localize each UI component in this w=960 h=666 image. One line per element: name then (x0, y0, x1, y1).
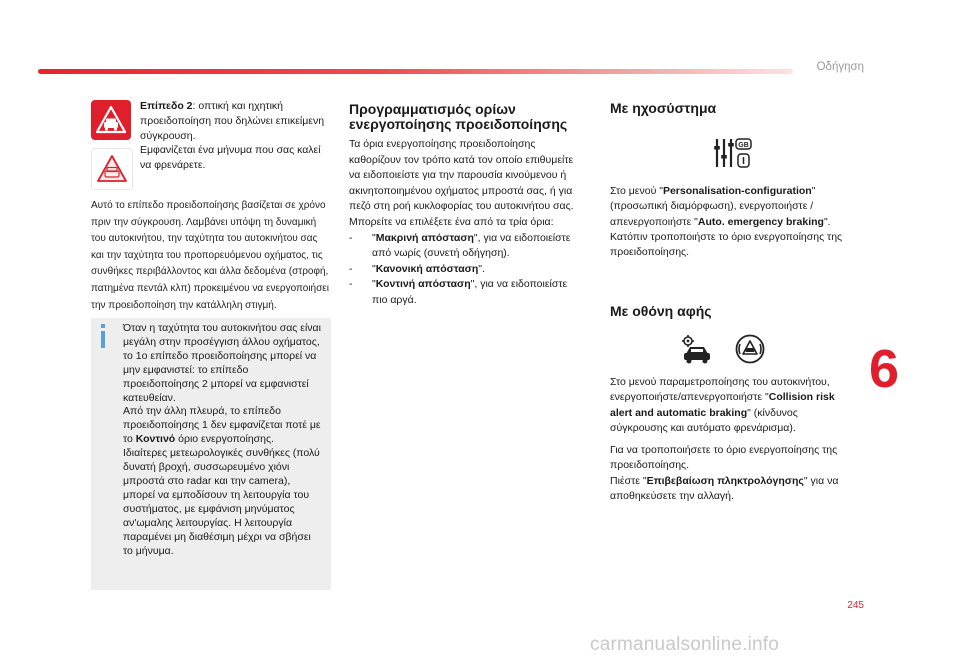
collision-alert-setting-icon (734, 334, 766, 369)
info-p2-bold: Κοντινό (135, 433, 176, 446)
level2-basis-paragraph: Αυτό το επίπεδο προειδοποίησης βασίζεται σε χρόνο πριν την σύγκρουση. Λαμβάνει υπόψη τη δυναμική του αυτοκινήτου, την ταχύτητα του αυτοκινήτου σας και την ταχύτητα του προπορευόμενου οχήματος, τις συνθήκες περιβάλλοντος και άλλα δεδομένα (στροφή, πατημένα πεντάλ κλπ) προκειμένου να ενεργοποιήσει την προειδοποίηση την κατάλληλη στιγμή. (91, 200, 329, 311)
collision-alert-outline-icon (91, 148, 133, 190)
quote-close: " (478, 262, 482, 275)
info-p2c: όριο ενεργοποίησης. (175, 433, 274, 446)
touch-p3c: " για να αποθηκεύσετε την αλλαγή. (610, 474, 839, 502)
audio-system-heading: Με ηχοσύστημα (610, 100, 717, 116)
option-far-label: Μακρινή απόσταση (375, 231, 474, 244)
audio-p1e: ". (823, 215, 831, 228)
info-p3: Ιδιαίτερες μετεωρολογικές συνθήκες (πολύ δυνατή βροχή, συσσωρευμένο χιόνι μπροστά στο radar και την camera), μπορεί να εμποδίσουν τη λειτουργία του συστήματος, με εμφάνιση μηνύματος αν'ωμαλης λειτουργίας. Η λειτουργία παραμένει μη διαθέσιμη μέχρι να σβήσει το μήνυμα. (123, 447, 320, 557)
level2-label: Επίπεδο 2 (140, 100, 193, 112)
audio-settings-icon (713, 137, 753, 174)
audio-p1a: Στο μενού " (610, 185, 663, 197)
info-icon (98, 324, 108, 348)
list-dash: - (349, 231, 353, 244)
threshold-choose: Μπορείτε να επιλέξετε ένα από τα τρία όρια: (349, 215, 554, 228)
level2-description (140, 99, 325, 173)
touch-screen-heading: Με οθόνη αφής (610, 303, 712, 319)
threshold-option-normal (349, 262, 581, 278)
audio-p1c: " (προσωπική διαμόρφωση), ενεργοποιήστε / απενεργοποιήστε " (610, 185, 816, 228)
info-p1: Όταν η ταχύτητα του αυτοκινήτου σας είναι μεγάλη στην προσέγγιση άλλου οχήματος, το 1ο επίπεδο προειδοποίησης μπορεί να μην εμφανιστεί: το επίπεδο προειδοποίησης 2 μπορεί να εμφανιστεί κατευθείαν. (123, 322, 321, 404)
audio-p2: Κατόπιν τροποποιήστε το όριο ενεργοποίησης της προειδοποίησης. (610, 230, 843, 259)
option-near-desc: , για να ειδοποιείστε πιο αργά. (372, 278, 568, 306)
quote-open: " (372, 262, 376, 275)
touch-p3a: Πιέστε " (610, 474, 647, 487)
page-number: 245 (847, 600, 864, 611)
quote-close: " (470, 278, 475, 291)
threshold-heading-line1: Προγραμματισμός ορίων (349, 101, 516, 117)
menu-auto-emergency-braking: Auto. emergency braking (697, 215, 824, 228)
threshold-heading-line2: ενεργοποίησης προειδοποίησης (349, 116, 568, 132)
vehicle-settings-icon (680, 334, 714, 369)
threshold-intro: Τα όρια ενεργοποίησης προειδοποίησης καθορίζουν τον τρόπο κατά τον οποίο επιθυμείτε να ειδοποιείστε για την παρουσία κινούμενου ή ακινητοποιημένου οχήματος μπροστά σας, ή για πεζό στη ροή κυκλοφορίας του αυτοκινήτου σας. (349, 138, 574, 213)
gb-badge: GB (738, 142, 749, 149)
option-normal-label: Κανονική απόσταση (375, 262, 479, 275)
option-far-desc: , για να ειδοποιείστε από νωρίς (συνετή οδήγηση). (372, 231, 571, 260)
threshold-body (349, 137, 581, 309)
list-dash: - (349, 278, 353, 291)
quote-open: " (372, 231, 376, 244)
confirm-entry-label: Επιβεβαίωση πληκτρολόγησης (646, 474, 804, 487)
level2-text: : οπτική και ηχητική προειδοποίηση που δηλώνει επικείμενη σύγκρουση. (140, 100, 325, 142)
threshold-heading (349, 102, 567, 132)
menu-personalisation: Personalisation-configuration (662, 185, 812, 197)
threshold-option-far (349, 231, 581, 262)
level2-text2: Εμφανίζεται ένα μήνυμα που σας καλεί να φρενάρετε. (140, 144, 321, 172)
touch-p1c: " (κίνδυνος σύγκρουσης και αυτόματο φρενάρισμα). (610, 406, 798, 434)
audio-instructions (610, 184, 855, 260)
quote-open: " (372, 278, 376, 291)
touch-p1a: Στο μενού παραμετροποίησης του αυτοκινήτου, ενεργοποιήστε/απενεργοποιήστε " (610, 376, 830, 404)
watermark-text: carmanualsonline.info (590, 634, 780, 655)
info-note-text (123, 322, 323, 558)
chapter-number: 6 (869, 339, 900, 399)
info-note-box (91, 318, 331, 590)
header-accent-bar (38, 69, 793, 74)
menu-collision-risk-alert: Collision risk alert and automatic braking (610, 391, 835, 419)
threshold-option-near (349, 277, 581, 308)
touch-p2: Για να τροποποιήσετε το όριο ενεργοποίησης της προειδοποίησης. (610, 444, 838, 472)
quote-close: " (473, 231, 478, 244)
info-p2a: Από την άλλη πλευρά, το επίπεδο προειδοποίησης 1 δεν εμφανίζεται ποτέ με το (123, 405, 321, 446)
collision-alert-level2-icon (91, 100, 131, 140)
option-normal-desc: . (482, 262, 485, 275)
section-title: Οδήγηση (816, 61, 864, 73)
touch-instructions-2 (610, 443, 855, 504)
option-near-label: Κοντινή απόσταση (375, 278, 471, 291)
touch-instructions-1 (610, 375, 855, 436)
list-dash: - (349, 262, 353, 275)
